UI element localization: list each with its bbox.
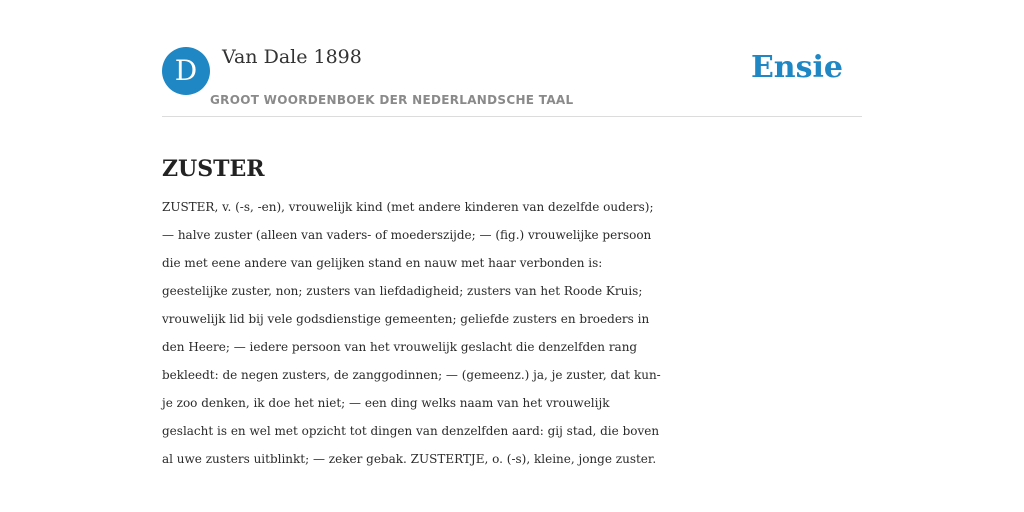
definition-line: geestelijke zuster, non; zusters van liefdadigheid; zusters van het Roode Kruis; bbox=[162, 284, 643, 298]
definition-line: je zoo denken, ik doe het niet; — een ding welks naam van het vrouwelijk bbox=[162, 396, 610, 410]
entry-page bbox=[162, 0, 862, 512]
source-header bbox=[162, 0, 862, 117]
source-title[interactable]: Van Dale 1898 bbox=[222, 46, 362, 68]
definition-line: ZUSTER, v. (-s, -en), vrouwelijk kind (met andere kinderen van dezelfde ouders); bbox=[162, 200, 654, 214]
source-subtitle: GROOT WOORDENBOEK DER NEDERLANDSCHE TAAL bbox=[210, 93, 574, 107]
entry-headword: ZUSTER bbox=[162, 155, 265, 182]
definition-line: — halve zuster (alleen van vaders- of moederszijde; — (fig.) vrouwelijke persoon bbox=[162, 228, 652, 242]
definition-line: vrouwelijk lid bij vele godsdienstige gemeenten; geliefde zusters en broeders in bbox=[162, 312, 650, 326]
brand-logo[interactable]: Ensie bbox=[750, 50, 843, 85]
entry-definition bbox=[162, 193, 866, 473]
definition-line: den Heere; — iedere persoon van het vrouwelijk geslacht die denzelfden rang bbox=[162, 340, 638, 354]
definition-line: geslacht is en wel met opzicht tot dingen van denzelfden aard: gij stad, die boven bbox=[162, 424, 660, 438]
definition-line: die met eene andere van gelijken stand en nauw met haar verbonden is: bbox=[162, 256, 603, 270]
definition-line: bekleedt: de negen zusters, de zanggodinnen; — (gemeenz.) ja, je zuster, dat kun- bbox=[162, 368, 661, 382]
definition-line: al uwe zusters uitblinkt; — zeker gebak. ZUSTERTJE, o. (-s), kleine, jonge zuster. bbox=[162, 452, 657, 466]
source-avatar[interactable]: D bbox=[162, 47, 210, 95]
